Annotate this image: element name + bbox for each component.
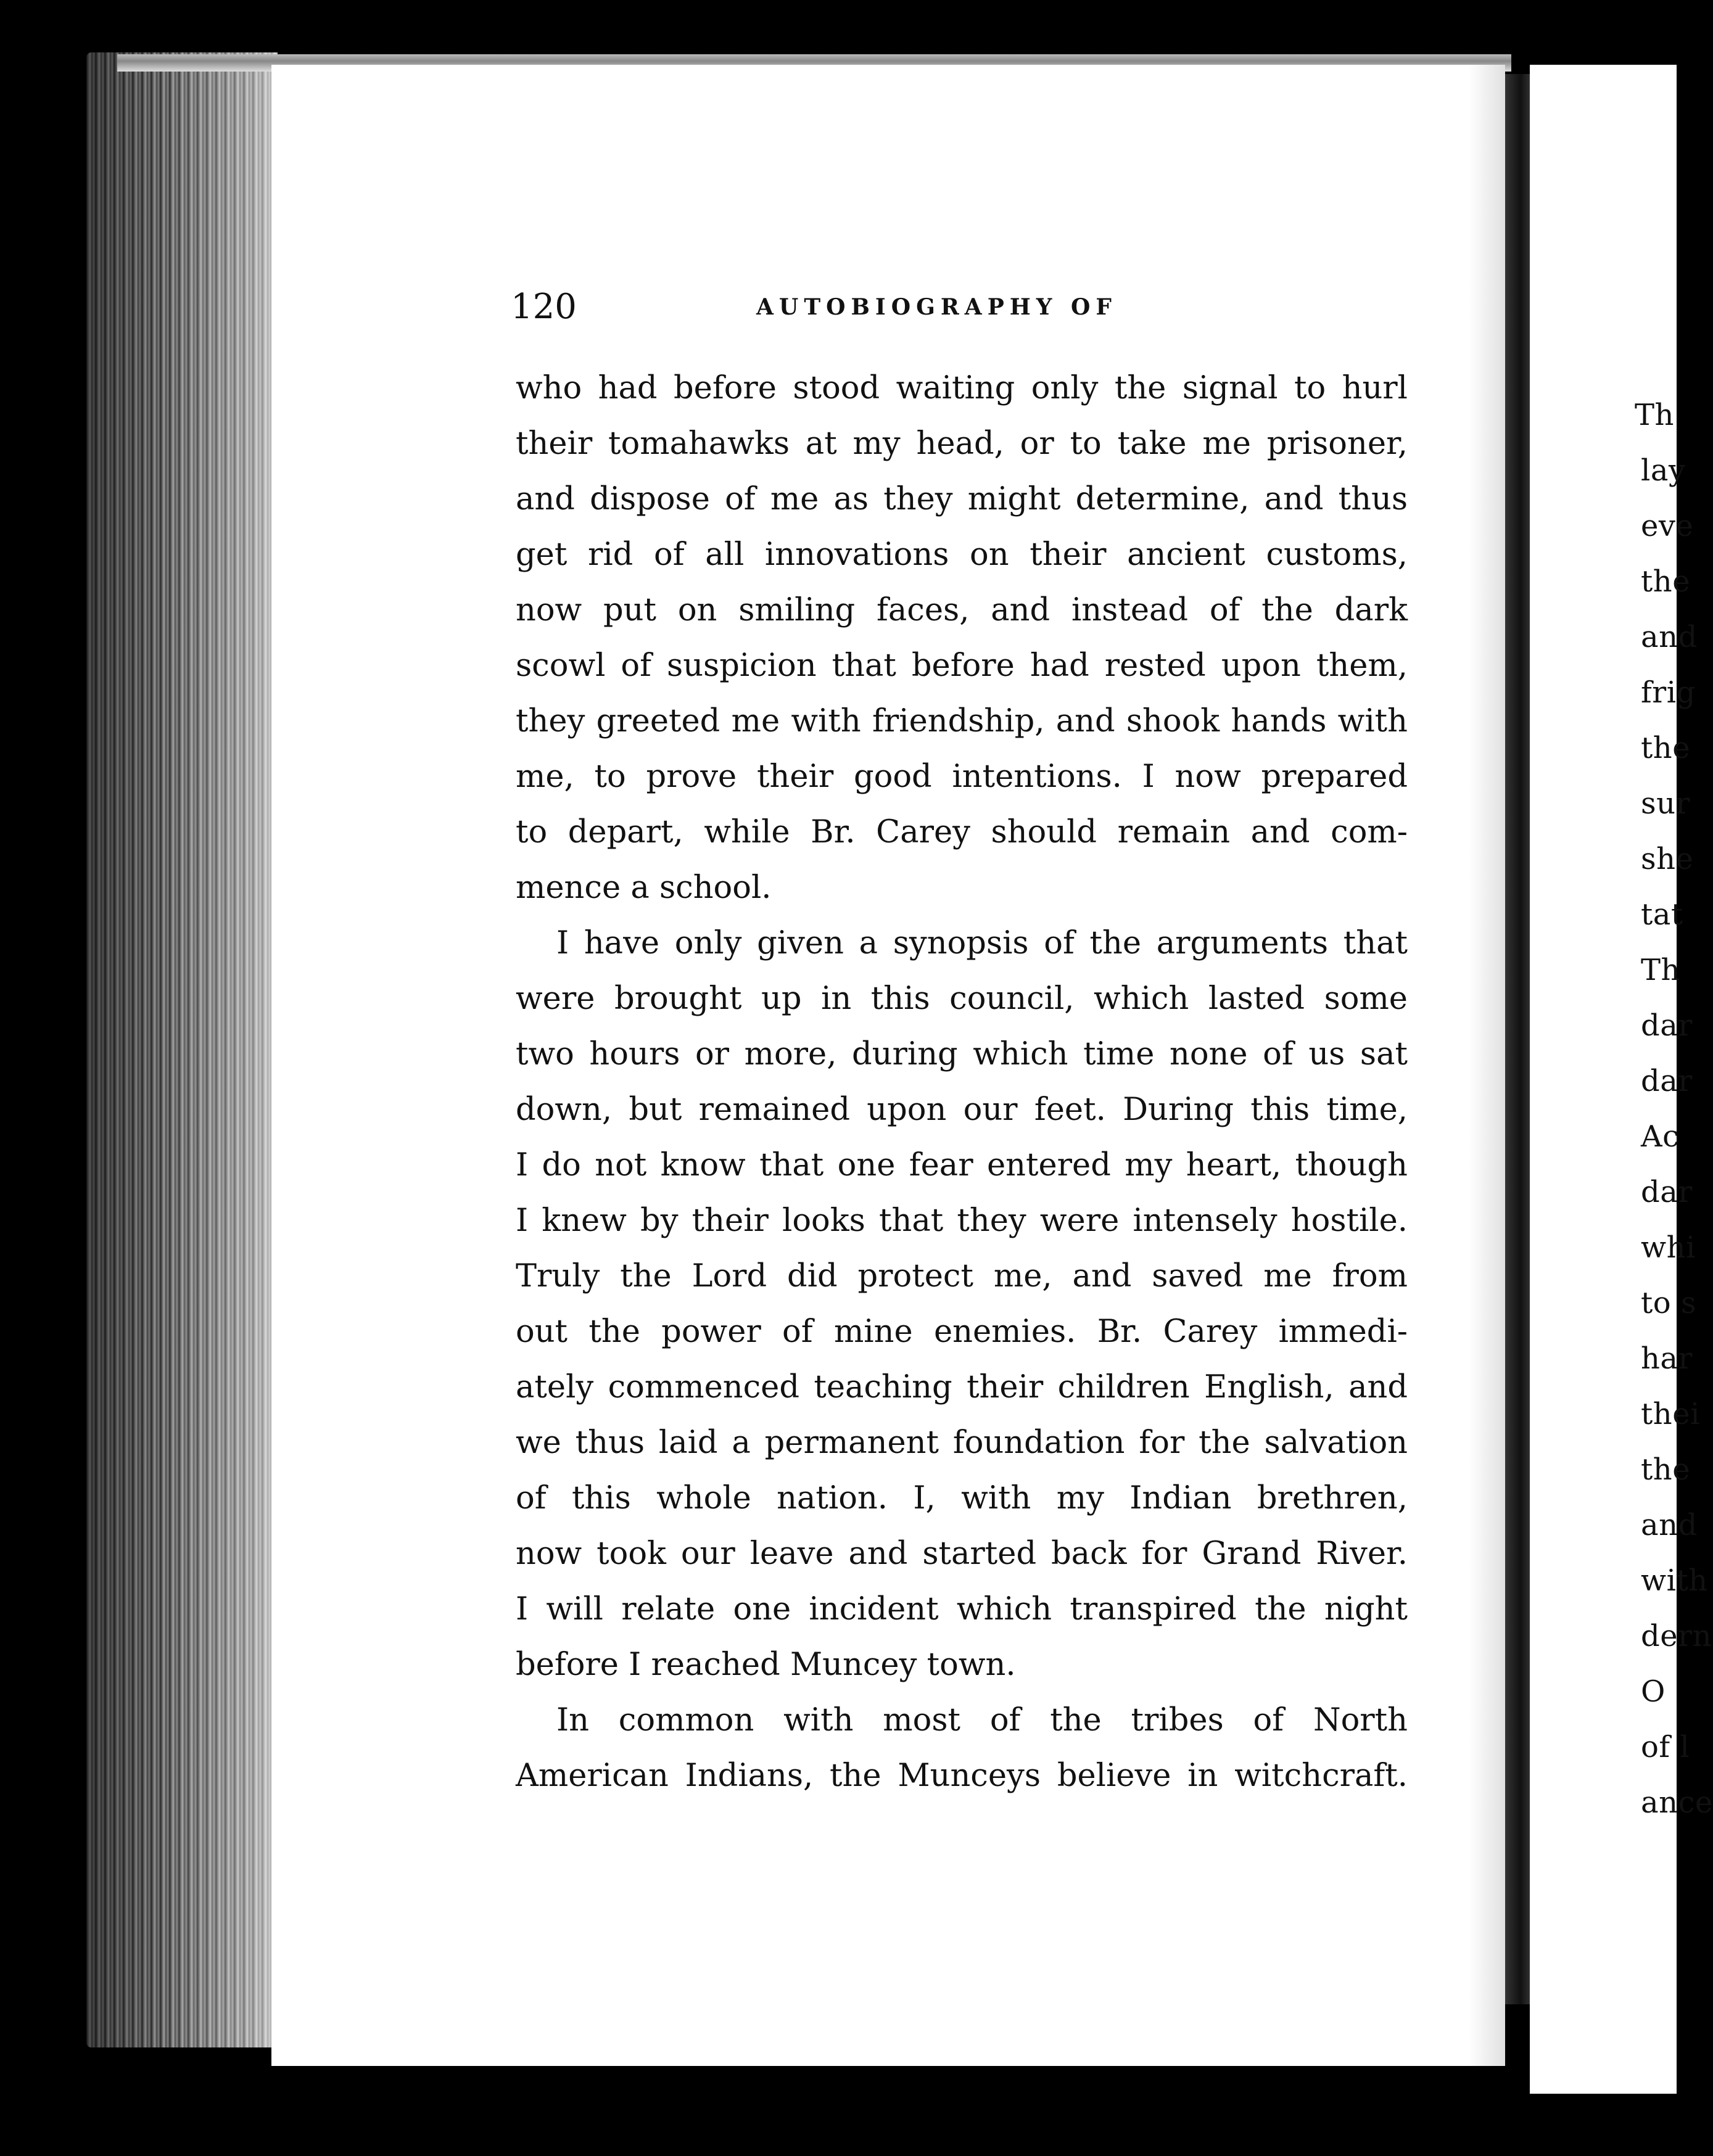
text-line: out the power of mine enemies. Br. Carey immedi- xyxy=(516,1314,1408,1350)
text-line: were brought up in this council, which lasted some xyxy=(516,981,1408,1017)
facing-page xyxy=(1530,65,1713,2094)
body-text xyxy=(516,361,1408,1804)
facing-page-fragment: Th xyxy=(1635,398,1674,432)
facing-page-fragment: the xyxy=(1641,564,1691,599)
paragraph-1 xyxy=(516,361,1408,916)
text-line: I have only given a synopsis of the arguments that xyxy=(556,925,1408,961)
facing-page-fragment: the xyxy=(1641,1452,1691,1487)
text-line: I knew by their looks that they were intensely hostile. xyxy=(516,1203,1408,1239)
page-header xyxy=(511,287,1158,336)
text-line: and dispose of me as they might determine, and thus xyxy=(516,481,1408,517)
page-number: 120 xyxy=(511,287,577,327)
facing-page-fragment: the xyxy=(1641,731,1691,765)
facing-page-fragment: tat xyxy=(1641,897,1683,932)
text-line: me, to prove their good intentions. I now prepared xyxy=(516,759,1408,795)
page-curl-shadow xyxy=(1468,65,1505,2066)
text-line: now took our leave and started back for Grand River. xyxy=(516,1536,1408,1572)
text-line: we thus laid a permanent foundation for the salvation xyxy=(516,1425,1408,1461)
facing-page-fragment: to s xyxy=(1641,1286,1697,1320)
text-line: to depart, while Br. Carey should remain and com- xyxy=(516,814,1408,850)
text-line: I do not know that one fear entered my heart, though xyxy=(516,1147,1408,1183)
facing-page-fragment: Ac xyxy=(1641,1119,1680,1154)
facing-page-fragment: sur xyxy=(1641,786,1690,821)
facing-page-fragment: dar xyxy=(1641,1064,1693,1098)
text-line: they greeted me with friendship, and shook hands with xyxy=(516,703,1408,739)
facing-page-fragment: lay xyxy=(1641,453,1686,488)
text-line: down, but remained upon our feet. During this time, xyxy=(516,1092,1408,1128)
facing-page-fragment: ance xyxy=(1641,1785,1713,1820)
text-line: mence a school. xyxy=(516,870,772,906)
facing-page-fragment: har xyxy=(1641,1341,1693,1376)
paragraph-2 xyxy=(516,916,1408,1693)
page-edges-shadow xyxy=(86,52,278,2047)
facing-page-fragment: eve xyxy=(1641,509,1694,543)
text-line: Truly the Lord did protect me, and saved me from xyxy=(516,1258,1408,1294)
paragraph-3 xyxy=(516,1693,1408,1804)
text-line: their tomahawks at my head, or to take me prisoner, xyxy=(516,426,1408,462)
text-line: get rid of all innovations on their ancient customs, xyxy=(516,537,1408,573)
facing-page-fragment: with xyxy=(1641,1563,1708,1598)
text-line: I will relate one incident which transpired the night xyxy=(516,1591,1408,1627)
text-line: of this whole nation. I, with my Indian brethren, xyxy=(516,1480,1408,1516)
facing-page-fragment: and xyxy=(1641,620,1698,654)
facing-page-fragment: thei xyxy=(1641,1397,1700,1431)
facing-page-fragment: she xyxy=(1641,842,1694,876)
facing-page-fragment: of l xyxy=(1641,1730,1690,1764)
facing-page-fragment: O xyxy=(1641,1674,1666,1709)
facing-page-fragment: frig xyxy=(1641,675,1696,710)
facing-page-fragment: dar xyxy=(1641,1008,1693,1043)
text-line: now put on smiling faces, and instead of the dark xyxy=(516,592,1408,628)
running-title: AUTOBIOGRAPHY OF xyxy=(756,294,1117,320)
text-line: scowl of suspicion that before had rested upon them, xyxy=(516,648,1408,684)
text-line: In common with most of the tribes of North xyxy=(556,1702,1408,1738)
text-line: American Indians, the Munceys believe in witchcraft. xyxy=(516,1758,1408,1794)
text-line: before I reached Muncey town. xyxy=(516,1647,1016,1683)
text-line: two hours or more, during which time none of us sat xyxy=(516,1036,1408,1072)
facing-page-fragment: whi xyxy=(1641,1230,1696,1265)
facing-page-fragment: dar xyxy=(1641,1175,1693,1209)
facing-page-fragment: and xyxy=(1641,1508,1698,1542)
text-line: ately commenced teaching their children English, and xyxy=(516,1369,1408,1405)
facing-page-fragment: dern xyxy=(1641,1619,1712,1653)
text-line: who had before stood waiting only the signal to hurl xyxy=(516,370,1408,406)
facing-page-fragment: Th xyxy=(1641,953,1680,987)
